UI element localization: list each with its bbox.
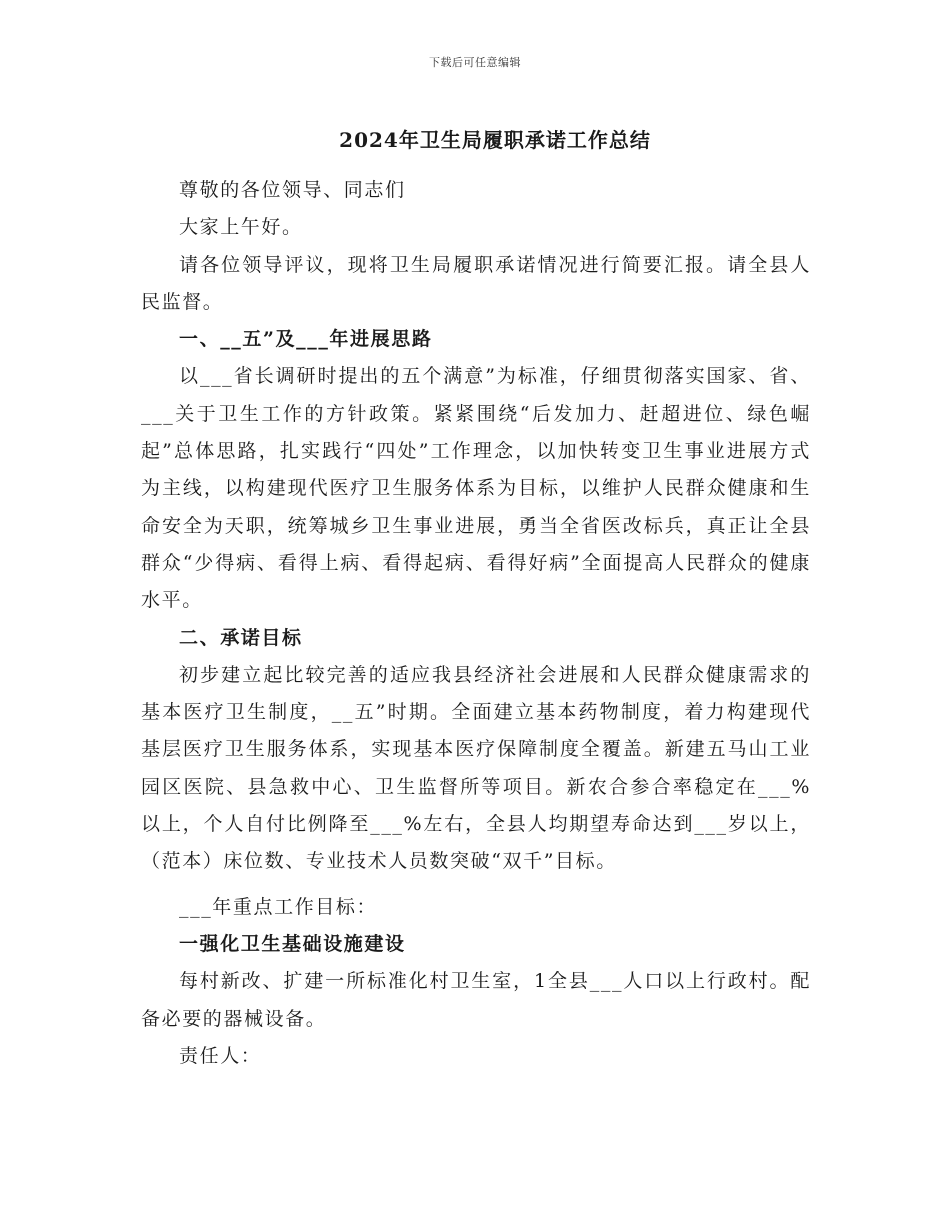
paragraph: 每村新改、扩建一所标准化村卫生室，1全县___人口以上行政村。配备必要的器械设备。 [141, 970, 811, 1030]
paragraph: 责任人： [179, 1044, 262, 1067]
paragraph: 尊敬的各位领导、同志们 [179, 179, 406, 201]
section-heading: 一强化卫生基础设施建设 [179, 932, 406, 955]
section-heading: 一、__五”及___年进展思路 [179, 328, 433, 351]
paragraph: 请各位领导评议，现将卫生局履职承诺情况进行简要汇报。请全县人民监督。 [141, 253, 811, 313]
header-note: 下载后可任意编辑 [429, 56, 521, 69]
document-body [141, 172, 811, 1075]
paragraph: 以___省长调研时提出的五个满意”为标准，仔细贯彻落实国家、省、___关于卫生工作的方针政策。紧紧围绕“后发加力、赶超进位、绿色崛起”总体思路，扎实践行“四处”工作理念，以加快转变卫生事业进展方式为主线，以构建现代医疗卫生服务体系为目标，以维护人民群众健康和生命安全为天职，统筹城乡卫生事业进展，勇当全省医改标兵，真正让全县群众“少得病、看得上病、看得起病、看得好病”全面提高人民群众的健康水平。 [141, 365, 811, 612]
paragraph: 初步建立起比较完善的适应我县经济社会进展和人民群众健康需求的基本医疗卫生制度，__五”时期。全面建立基本药物制度，着力构建现代基层医疗卫生服务体系，实现基本医疗保障制度全覆盖。新建五马山工业园区医院、县急救中心、卫生监督所等项目。新农合参合率稳定在___%以上，个人自付比例降至___%左右，全县人均期望寿命达到___岁以上，（范本）床位数、专业技术人员数突破“双千”目标。 [141, 663, 811, 873]
section-heading: 二、承诺目标 [179, 626, 303, 649]
document-title: 2024年卫生局履职承诺工作总结 [339, 128, 651, 152]
paragraph: 大家上午好。 [179, 216, 303, 239]
paragraph: ___年重点工作目标： [179, 895, 378, 918]
